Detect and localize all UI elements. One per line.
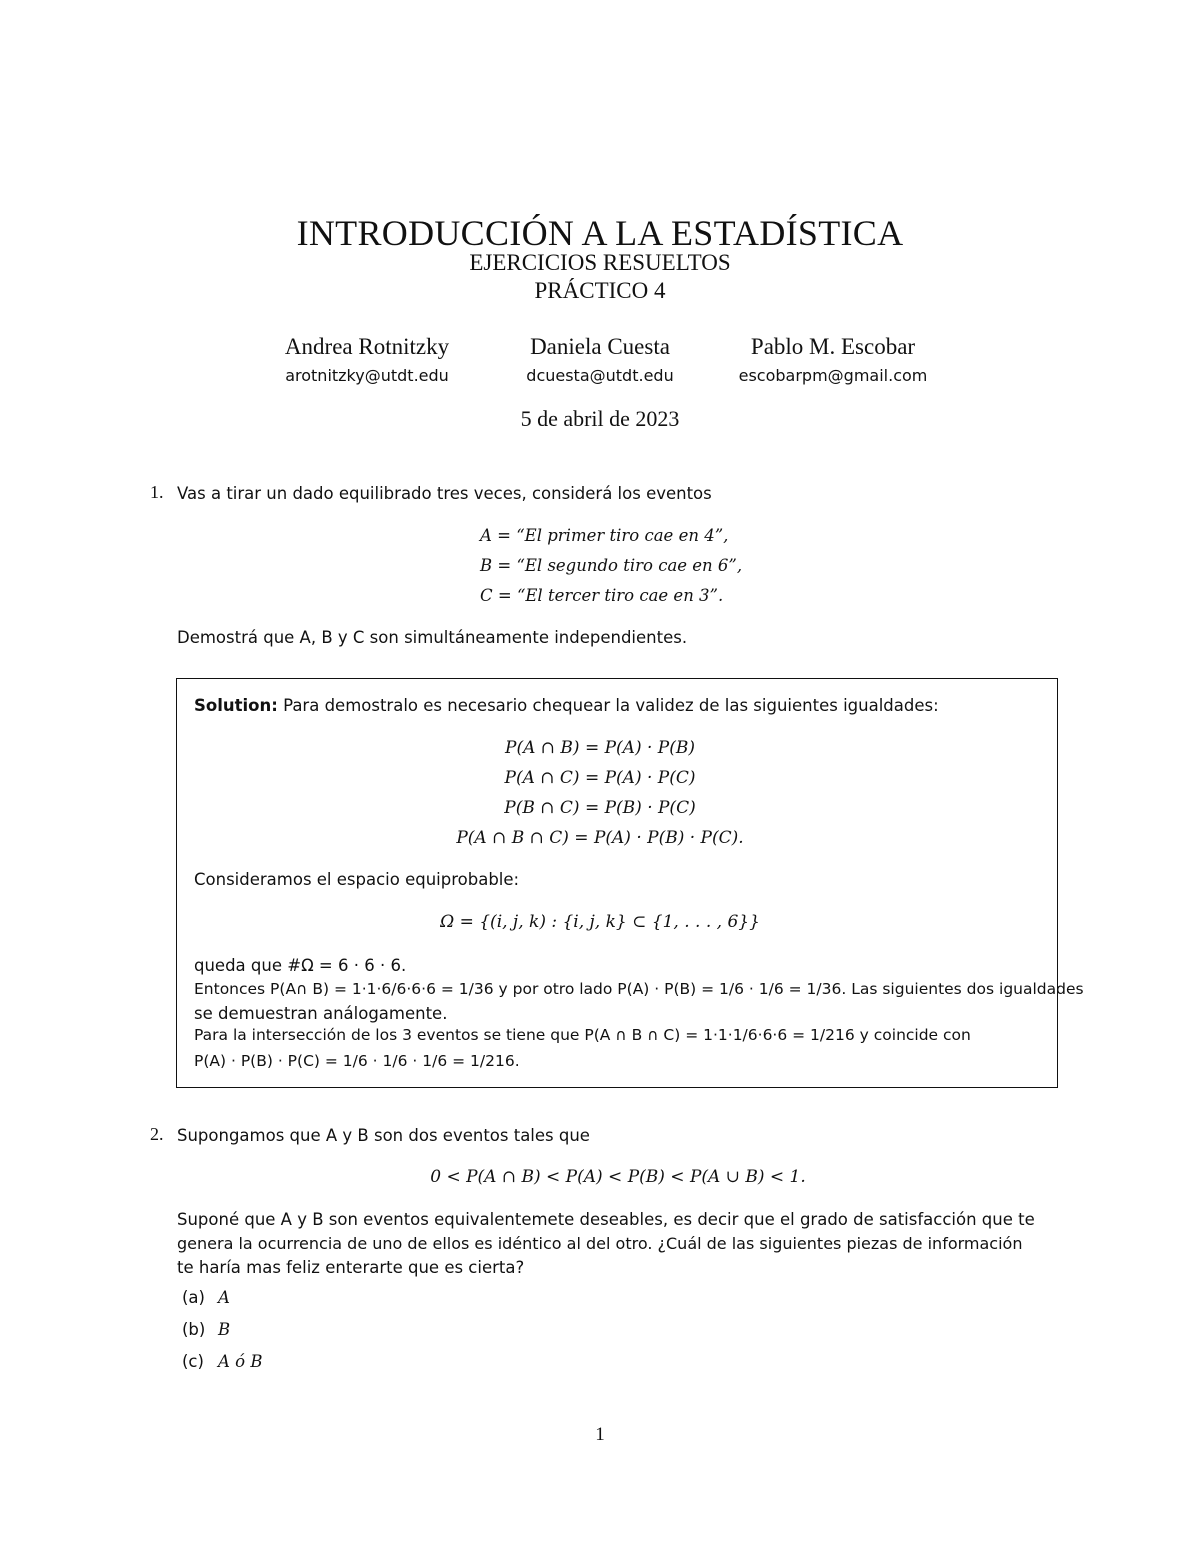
exercise-number: 2. (150, 1124, 164, 1144)
document-date: 5 de abril de 2023 (520, 406, 680, 431)
inequality: 0 < P(A ∩ B) < P(A) < P(B) < P(A ∪ B) < 1. (430, 1167, 806, 1187)
event-definition: A = “El primer tiro cae en 4”, (480, 526, 729, 545)
option-value: A (218, 1288, 230, 1307)
option-label: (c) (182, 1352, 204, 1371)
equality: P(A ∩ B ∩ C) = P(A) · P(B) · P(C). (456, 828, 744, 848)
event-definition: C = “El tercer tiro cae en 3”. (480, 586, 724, 605)
solution-label (194, 696, 939, 715)
author-name: Pablo M. Escobar (750, 334, 916, 359)
solution-line: queda que #Ω = 6 · 6 · 6. (194, 956, 407, 975)
exercise-intro: Vas a tirar un dado equilibrado tres veces, considerá los eventos (177, 484, 712, 503)
event-definition: B = “El segundo tiro cae en 6”, (480, 556, 743, 575)
option-text (218, 1320, 230, 1339)
document-subtitle: EJERCICIOS RESUELTOS (469, 250, 731, 275)
sample-space-intro: Consideramos el espacio equiprobable: (194, 870, 520, 889)
author-email: dcuesta@utdt.edu (526, 366, 674, 385)
exercise-paragraph: te haría mas feliz enterarte que es cierta? (177, 1258, 525, 1277)
author-name: Andrea Rotnitzky (284, 334, 450, 359)
equality: P(A ∩ C) = P(A) · P(C) (504, 768, 696, 788)
option-text (218, 1288, 230, 1307)
solution-line: Para la intersección de los 3 eventos se tiene que P(A ∩ B ∩ C) = 1·1·1/6·6·6 = 1/216 y coincide con (194, 1026, 971, 1044)
document-title: INTRODUCCIÓN A LA ESTADÍSTICA (296, 213, 904, 253)
option-value: B (218, 1320, 231, 1339)
solution-heading: Solution: (194, 696, 278, 715)
exercise-paragraph: genera la ocurrencia de uno de ellos es idéntico al del otro. ¿Cuál de las siguientes piezas de información (177, 1234, 1023, 1253)
solution-line: se demuestran análogamente. (194, 1004, 448, 1023)
exercise-number: 1. (150, 482, 164, 502)
exercise-intro: Supongamos que A y B son dos eventos tales que (177, 1126, 590, 1145)
author-name: Daniela Cuesta (530, 334, 670, 359)
exercise-question: Demostrá que A, B y C son simultáneamente independientes. (177, 628, 688, 647)
option-label: (b) (182, 1320, 206, 1339)
option-label: (a) (182, 1288, 205, 1307)
solution-line: P(A) · P(B) · P(C) = 1/6 · 1/6 · 1/6 = 1/216. (194, 1052, 520, 1070)
option-text (218, 1352, 262, 1371)
exercise-paragraph: Suponé que A y B son eventos equivalentemete deseables, es decir que el grado de satisfacción que te (177, 1210, 1035, 1229)
author-email: escobarpm@gmail.com (738, 366, 928, 385)
solution-line: Entonces P(A∩ B) = 1·1·6/6·6·6 = 1/36 y por otro lado P(A) · P(B) = 1/6 · 1/6 = 1/36. Las siguientes dos igualdades (194, 980, 1084, 998)
author-email: arotnitzky@utdt.edu (285, 366, 449, 385)
equality: P(A ∩ B) = P(A) · P(B) (505, 738, 695, 758)
sample-space: Ω = {(i, j, k) : {i, j, k} ⊂ {1, . . . , 6}} (440, 912, 760, 932)
solution-intro: Para demostralo es necesario chequear la validez de las siguientes igualdades: (283, 696, 939, 715)
equality: P(B ∩ C) = P(B) · P(C) (504, 798, 696, 818)
document-practice-label: PRÁCTICO 4 (534, 278, 666, 303)
option-value: A ó B (218, 1352, 263, 1371)
page-number: 1 (595, 1424, 605, 1445)
